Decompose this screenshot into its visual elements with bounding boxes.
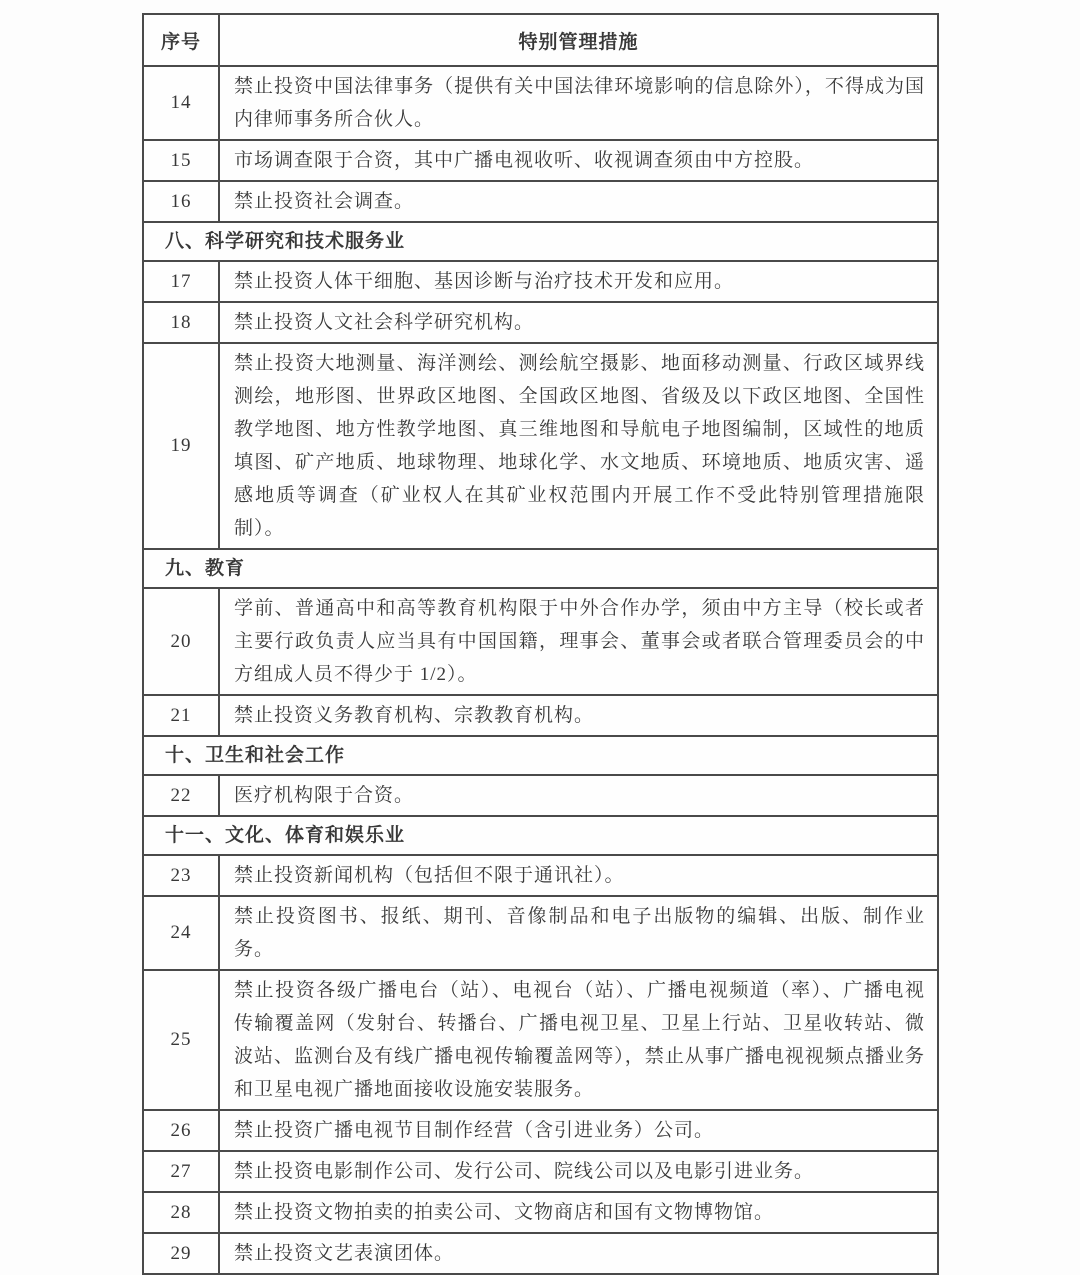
section-title: 九、教育 bbox=[143, 549, 938, 588]
table-row bbox=[143, 1110, 938, 1151]
row-serial-number: 28 bbox=[143, 1192, 219, 1233]
header-row bbox=[143, 14, 938, 66]
measure-text: 禁止投资文物拍卖的拍卖公司、文物商店和国有文物博物馆。 bbox=[219, 1192, 938, 1233]
table-row bbox=[143, 140, 938, 181]
measure-text: 禁止投资电影制作公司、发行公司、院线公司以及电影引进业务。 bbox=[219, 1151, 938, 1192]
measure-text: 市场调查限于合资，其中广播电视收听、收视调查须由中方控股。 bbox=[219, 140, 938, 181]
measure-text: 禁止投资义务教育机构、宗教教育机构。 bbox=[219, 695, 938, 736]
measure-text: 医疗机构限于合资。 bbox=[219, 775, 938, 816]
row-serial-number: 26 bbox=[143, 1110, 219, 1151]
section-row bbox=[143, 736, 938, 775]
row-serial-number: 25 bbox=[143, 970, 219, 1110]
row-serial-number: 22 bbox=[143, 775, 219, 816]
header-serial-number: 序号 bbox=[143, 14, 219, 66]
table-row bbox=[143, 855, 938, 896]
measure-text: 禁止投资大地测量、海洋测绘、测绘航空摄影、地面移动测量、行政区域界线测绘，地形图、世界政区地图、全国政区地图、省级及以下政区地图、全国性教学地图、地方性教学地图、真三维地图和导航电子地图编制，区域性的地质填图、矿产地质、地球物理、地球化学、水文地质、环境地质、地质灾害、遥感地质等调查（矿业权人在其矿业权范围内开展工作不受此特别管理措施限制）。 bbox=[219, 343, 938, 549]
table-row bbox=[143, 775, 938, 816]
row-serial-number: 18 bbox=[143, 302, 219, 343]
table-row bbox=[143, 1192, 938, 1233]
measure-text: 禁止投资人体干细胞、基因诊断与治疗技术开发和应用。 bbox=[219, 261, 938, 302]
section-title: 八、科学研究和技术服务业 bbox=[143, 222, 938, 261]
measure-text: 禁止投资文艺表演团体。 bbox=[219, 1233, 938, 1274]
section-row bbox=[143, 222, 938, 261]
row-serial-number: 20 bbox=[143, 588, 219, 695]
row-serial-number: 16 bbox=[143, 181, 219, 222]
section-row bbox=[143, 816, 938, 855]
table-header bbox=[143, 14, 938, 66]
row-serial-number: 24 bbox=[143, 896, 219, 970]
measure-text: 禁止投资各级广播电台（站）、电视台（站）、广播电视频道（率）、广播电视传输覆盖网（发射台、转播台、广播电视卫星、卫星上行站、卫星收转站、微波站、监测台及有线广播电视传输覆盖网等），禁止从事广播电视视频点播业务和卫星电视广播地面接收设施安装服务。 bbox=[219, 970, 938, 1110]
table-row bbox=[143, 588, 938, 695]
section-title: 十、卫生和社会工作 bbox=[143, 736, 938, 775]
row-serial-number: 14 bbox=[143, 66, 219, 140]
table-row bbox=[143, 970, 938, 1110]
row-serial-number: 29 bbox=[143, 1233, 219, 1274]
row-serial-number: 27 bbox=[143, 1151, 219, 1192]
measures-table-body bbox=[143, 66, 938, 1274]
row-serial-number: 21 bbox=[143, 695, 219, 736]
row-serial-number: 23 bbox=[143, 855, 219, 896]
measure-text: 禁止投资人文社会科学研究机构。 bbox=[219, 302, 938, 343]
header-measure-title: 特别管理措施 bbox=[219, 14, 938, 66]
section-title: 十一、文化、体育和娱乐业 bbox=[143, 816, 938, 855]
table-row bbox=[143, 302, 938, 343]
row-serial-number: 19 bbox=[143, 343, 219, 549]
row-serial-number: 17 bbox=[143, 261, 219, 302]
row-serial-number: 15 bbox=[143, 140, 219, 181]
table-row bbox=[143, 695, 938, 736]
table-row bbox=[143, 181, 938, 222]
measure-text: 禁止投资中国法律事务（提供有关中国法律环境影响的信息除外），不得成为国内律师事务所合伙人。 bbox=[219, 66, 938, 140]
table-row bbox=[143, 261, 938, 302]
measure-text: 禁止投资社会调查。 bbox=[219, 181, 938, 222]
table-row bbox=[143, 66, 938, 140]
special-measures-table bbox=[142, 13, 939, 1275]
table-row bbox=[143, 896, 938, 970]
section-row bbox=[143, 549, 938, 588]
measure-text: 禁止投资新闻机构（包括但不限于通讯社）。 bbox=[219, 855, 938, 896]
table-row bbox=[143, 1151, 938, 1192]
measure-text: 禁止投资广播电视节目制作经营（含引进业务）公司。 bbox=[219, 1110, 938, 1151]
measure-text: 禁止投资图书、报纸、期刊、音像制品和电子出版物的编辑、出版、制作业务。 bbox=[219, 896, 938, 970]
table-row bbox=[143, 343, 938, 549]
table-row bbox=[143, 1233, 938, 1274]
measure-text: 学前、普通高中和高等教育机构限于中外合作办学，须由中方主导（校长或者主要行政负责人应当具有中国国籍，理事会、董事会或者联合管理委员会的中方组成人员不得少于 1/2）。 bbox=[219, 588, 938, 695]
